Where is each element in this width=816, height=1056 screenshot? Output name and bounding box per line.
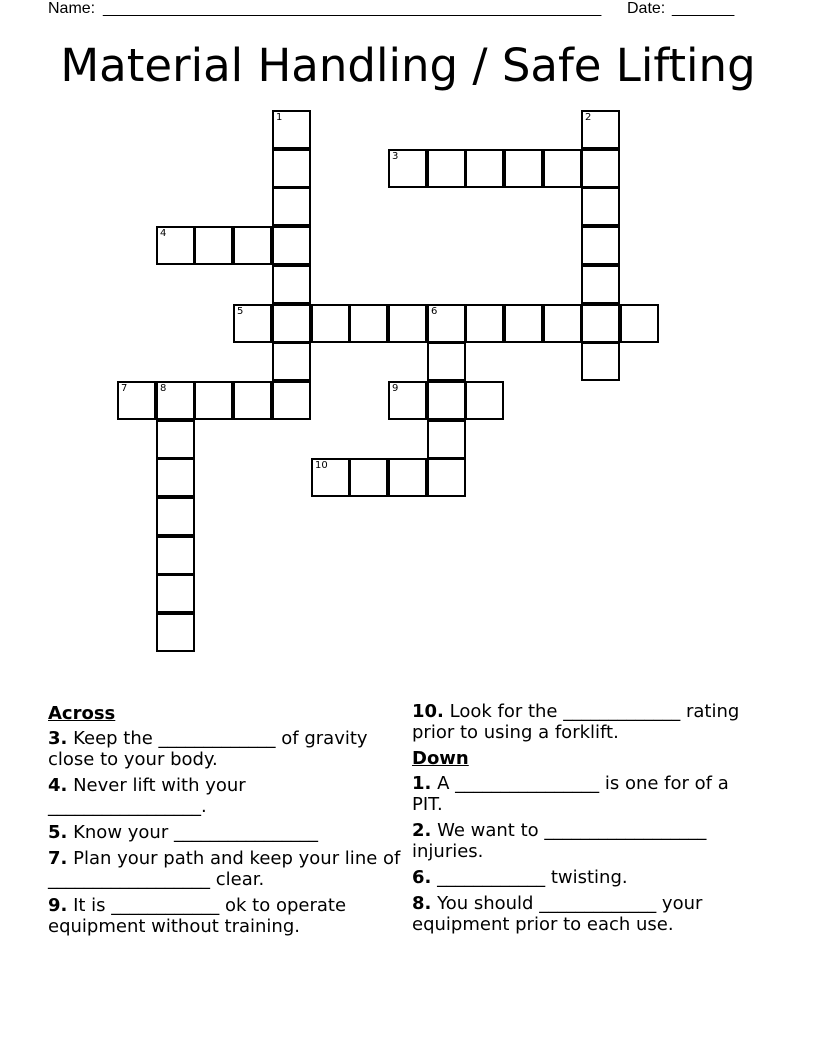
grid-cell[interactable] (427, 304, 466, 343)
clue-down-2: 2. We want to __________________ injuries. (412, 820, 707, 862)
grid-cell[interactable] (156, 497, 195, 536)
grid-cell[interactable] (272, 342, 311, 381)
grid-cell[interactable] (427, 381, 466, 420)
name-blank: ________________________________________________________ (103, 0, 602, 17)
grid-cell[interactable] (388, 304, 427, 343)
grid-cell[interactable] (194, 381, 233, 420)
grid-cell[interactable] (388, 381, 427, 420)
grid-cell[interactable] (388, 458, 427, 497)
grid-cell[interactable] (465, 304, 504, 343)
clue-number: 8 (160, 383, 167, 394)
clue-number: 7 (121, 383, 128, 394)
grid-cell[interactable] (272, 265, 311, 304)
grid-cell[interactable] (156, 574, 195, 613)
grid-cell[interactable] (272, 149, 311, 188)
clue-down-8: 8. You should _____________ your equipment prior to each use. (412, 893, 703, 935)
grid-cell[interactable] (311, 458, 350, 497)
grid-cell[interactable] (349, 304, 388, 343)
grid-cell[interactable] (156, 613, 195, 652)
grid-cell[interactable] (117, 381, 156, 420)
grid-cell[interactable] (272, 110, 311, 149)
grid-cell[interactable] (233, 381, 272, 420)
grid-cell[interactable] (581, 110, 620, 149)
grid-cell[interactable] (620, 304, 659, 343)
grid-cell[interactable] (272, 226, 311, 265)
clue-number: 3 (392, 151, 399, 162)
grid-cell[interactable] (581, 226, 620, 265)
grid-cell[interactable] (581, 265, 620, 304)
clue-number: 1 (276, 112, 283, 123)
grid-cell[interactable] (581, 187, 620, 226)
clue-across-9: 9. It is ____________ ok to operate equipment without training. (48, 895, 347, 937)
clue-down-1: 1. A ________________ is one for of a PIT. (412, 773, 729, 815)
grid-cell[interactable] (156, 381, 195, 420)
grid-cell[interactable] (311, 304, 350, 343)
grid-cell[interactable] (427, 458, 466, 497)
down-heading: Down (412, 748, 469, 769)
grid-cell[interactable] (465, 381, 504, 420)
grid-cell[interactable] (156, 226, 195, 265)
grid-cell[interactable] (388, 149, 427, 188)
clue-number: 2 (585, 112, 592, 123)
clue-number: 10 (315, 460, 328, 471)
grid-cell[interactable] (581, 304, 620, 343)
clue-number: 4 (160, 228, 167, 239)
grid-cell[interactable] (504, 149, 543, 188)
clue-across-3: 3. Keep the _____________ of gravity close to your body. (48, 728, 368, 770)
clue-across-10: 10. Look for the _____________ rating prior to using a forklift. (412, 701, 740, 743)
grid-cell[interactable] (272, 304, 311, 343)
clue-down-6: 6. ____________ twisting. (412, 867, 628, 888)
grid-cell[interactable] (156, 536, 195, 575)
clue-number: 5 (237, 306, 244, 317)
grid-cell[interactable] (581, 342, 620, 381)
grid-cell[interactable] (156, 420, 195, 459)
clues-column-left (48, 701, 408, 942)
name-label: Name: (48, 0, 96, 17)
page-title: Material Handling / Safe Lifting (60, 39, 756, 92)
clue-across-5: 5. Know your ________________ (48, 822, 318, 843)
clue-number: 9 (392, 383, 399, 394)
grid-cell[interactable] (427, 420, 466, 459)
clues-column-right (412, 701, 762, 940)
grid-cell[interactable] (156, 458, 195, 497)
grid-cell[interactable] (465, 149, 504, 188)
grid-cell[interactable] (543, 149, 582, 188)
date-label: Date: (627, 0, 666, 17)
grid-cell[interactable] (272, 381, 311, 420)
grid-cell[interactable] (233, 226, 272, 265)
grid-cell[interactable] (427, 342, 466, 381)
clue-across-4: 4. Never lift with your _________________. (48, 775, 246, 817)
grid-cell[interactable] (581, 149, 620, 188)
across-heading: Across (48, 703, 116, 724)
clue-number: 6 (431, 306, 438, 317)
grid-cell[interactable] (543, 304, 582, 343)
grid-cell[interactable] (272, 187, 311, 226)
grid-cell[interactable] (349, 458, 388, 497)
grid-cell[interactable] (194, 226, 233, 265)
grid-cell[interactable] (427, 149, 466, 188)
clue-across-7: 7. Plan your path and keep your line of __________________ clear. (48, 848, 401, 890)
grid-cell[interactable] (233, 304, 272, 343)
grid-cell[interactable] (504, 304, 543, 343)
date-blank: _______ (672, 0, 735, 17)
